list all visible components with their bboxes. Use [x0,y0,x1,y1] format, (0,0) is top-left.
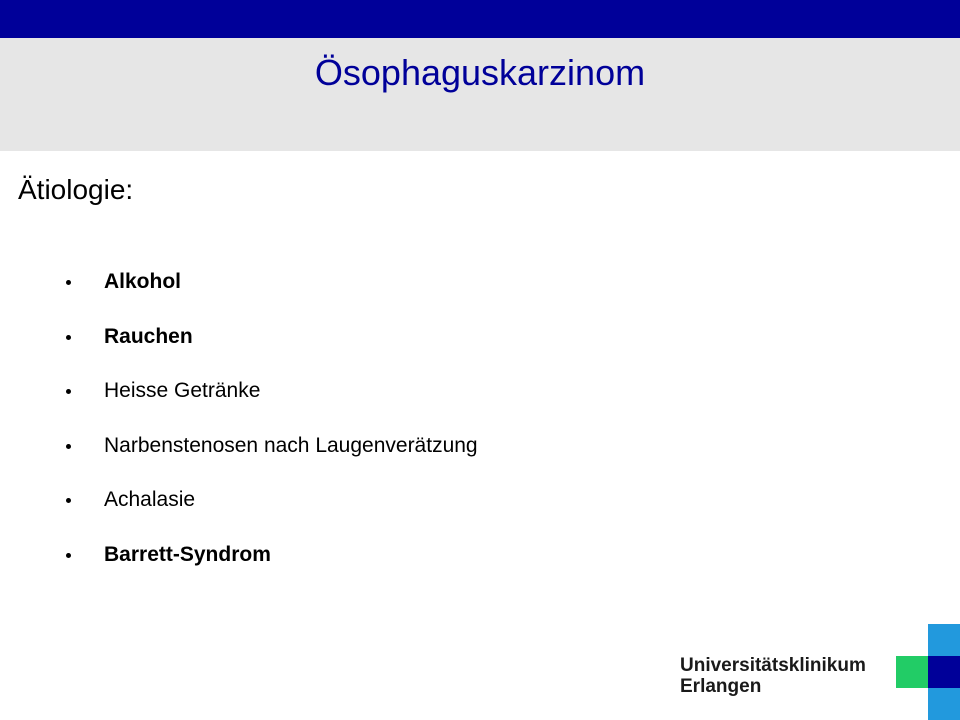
bullet-dot-icon [66,389,71,394]
bullet-list [66,255,478,582]
bullet-dot-icon [66,444,71,449]
bullet-text: Heisse Getränke [104,379,261,403]
logo-line-2: Erlangen [680,676,762,697]
bullet-dot-icon [66,553,71,558]
bullet-text: Achalasie [104,488,196,512]
bullet-item [66,364,478,419]
slide-title: Ösophaguskarzinom [314,52,646,93]
bullet-text: Alkohol [104,270,181,294]
bullet-dot-icon [66,498,71,503]
logo-square-green [896,656,928,688]
top-accent-bar [0,0,960,38]
bullet-item [66,255,478,310]
logo-square-light-blue-bottom [928,688,960,720]
bullet-item [66,528,478,583]
bullet-text: Narbenstenosen nach Laugenverätzung [104,433,478,457]
bullet-dot-icon [66,280,71,285]
section-subtitle: Ätiologie: [18,174,134,205]
bullet-text: Barrett-Syndrom [104,542,271,566]
bullet-text: Rauchen [104,324,193,348]
bullet-item [66,310,478,365]
logo-square-dark-blue [928,656,960,688]
bullet-item [66,419,478,474]
bullet-item [66,473,478,528]
institution-logo-text [680,655,866,697]
logo-square-light-blue-top [928,624,960,656]
bullet-dot-icon [66,335,71,340]
logo-line-1: Universitätsklinikum [680,655,866,676]
